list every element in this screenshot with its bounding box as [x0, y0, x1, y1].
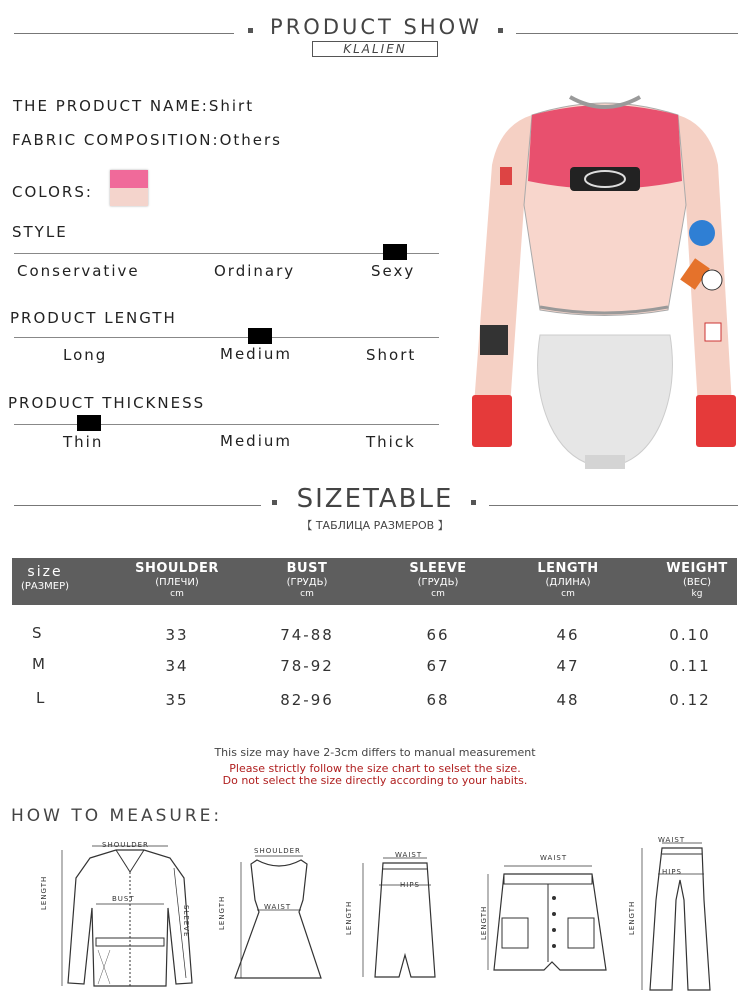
- skirt-diagram: [355, 855, 455, 985]
- sizetable-rule-right: [489, 505, 738, 506]
- jacket-sleeve-label: SLEEVE: [182, 905, 190, 938]
- dress-length-label: LENGTH: [218, 895, 226, 930]
- fabric-composition: [12, 131, 282, 149]
- note-measurement: This size may have 2-3cm differs to manual measurement: [214, 746, 536, 759]
- table-row: [0, 689, 750, 711]
- col-weight: [642, 561, 750, 599]
- col-size-sub: (РАЗМЕР): [20, 580, 70, 592]
- sleeve-patch-dark: [480, 325, 508, 355]
- product-name-label: THE PRODUCT NAME:: [13, 97, 209, 115]
- cell-weight: 0.10: [669, 626, 711, 644]
- table-row: [0, 655, 750, 677]
- cell-bust: 82-96: [280, 691, 334, 709]
- fabric-value: Others: [219, 131, 282, 149]
- page-title: PRODUCT SHOW: [270, 15, 482, 39]
- style-marker: [383, 244, 407, 260]
- thickness-option-medium: Medium: [220, 432, 292, 450]
- col-shoulder-sub: (ПЛЕЧИ): [155, 576, 199, 588]
- shorts-length-label: LENGTH: [480, 905, 488, 940]
- length-option-long: Long: [63, 346, 108, 364]
- col-length-unit: cm: [561, 588, 575, 599]
- col-weight-sub: (ВЕС): [683, 576, 711, 588]
- header-rule-right: [516, 33, 738, 34]
- col-weight-unit: kg: [691, 588, 703, 599]
- sleeve-patch-blue: [689, 220, 715, 246]
- skirt-hips-label: HIPS: [400, 881, 420, 889]
- col-bust-unit: cm: [300, 588, 314, 599]
- jacket-shoulder-label: SHOULDER: [102, 841, 149, 849]
- cell-size: L: [36, 689, 47, 707]
- swatch-nude: [110, 188, 148, 206]
- note-follow-chart: Please strictly follow the size chart to selset the size.: [229, 762, 521, 775]
- cell-size: M: [32, 655, 47, 673]
- col-sleeve-unit: cm: [431, 588, 445, 599]
- header-rule-left: [14, 33, 234, 34]
- thickness-marker: [77, 415, 101, 431]
- cell-shoulder: 35: [165, 691, 189, 709]
- note-habits: Do not select the size directly according to your habits.: [222, 774, 528, 787]
- cell-shoulder: 34: [165, 657, 189, 675]
- sizetable-subtitle: 【 ТАБЛИЦА РАЗМЕРОВ 】: [301, 519, 449, 532]
- style-title: STYLE: [12, 223, 68, 241]
- col-bust-sub: (ГРУДЬ): [286, 576, 328, 588]
- shorts-diagram: [480, 858, 620, 983]
- col-sleeve: [383, 561, 493, 599]
- style-scale-line: [14, 253, 439, 254]
- length-title: PRODUCT LENGTH: [10, 309, 177, 327]
- colors-label: COLORS:: [12, 183, 93, 201]
- cell-weight: 0.12: [669, 691, 711, 709]
- style-option-conservative: Conservative: [17, 262, 140, 280]
- sizetable-title: SIZETABLE: [296, 484, 454, 514]
- how-to-measure-title: HOW TO MEASURE:: [11, 806, 223, 826]
- dress-shoulder-label: SHOULDER: [254, 847, 301, 855]
- cell-bust: 74-88: [280, 626, 334, 644]
- col-size-main: size: [27, 564, 63, 580]
- col-shoulder-unit: cm: [170, 588, 184, 599]
- col-bust-main: BUST: [286, 561, 328, 576]
- left-cuff: [472, 395, 512, 447]
- sizetable-dot-right: [471, 500, 476, 505]
- product-name: [13, 97, 254, 115]
- pants-length-label: LENGTH: [628, 900, 636, 935]
- sleeve-patch-red: [500, 167, 512, 185]
- cell-bust: 78-92: [280, 657, 334, 675]
- cell-length: 48: [556, 691, 580, 709]
- cell-size: S: [32, 624, 44, 642]
- length-option-medium: Medium: [220, 345, 292, 363]
- cell-length: 47: [556, 657, 580, 675]
- shorts-waist-label: WAIST: [540, 854, 568, 862]
- col-length-sub: (ДЛИНА): [545, 576, 591, 588]
- cell-sleeve: 66: [426, 626, 450, 644]
- length-marker: [248, 328, 272, 344]
- cell-sleeve: 68: [426, 691, 450, 709]
- skirt-length-label: LENGTH: [345, 900, 353, 935]
- skirt-waist-label: WAIST: [395, 851, 423, 859]
- pants-diagram: [640, 840, 720, 995]
- col-sleeve-main: SLEEVE: [409, 561, 467, 576]
- col-shoulder-main: SHOULDER: [135, 561, 219, 576]
- col-length-main: LENGTH: [537, 561, 599, 576]
- size-table-header: [12, 558, 737, 605]
- table-row: [0, 624, 750, 646]
- thickness-option-thick: Thick: [366, 433, 416, 451]
- sleeve-patch-square: [705, 323, 721, 341]
- dress-diagram: [225, 850, 335, 985]
- sizetable-rule-left: [14, 505, 261, 506]
- color-swatch[interactable]: [110, 170, 148, 206]
- cell-shoulder: 33: [165, 626, 189, 644]
- length-option-short: Short: [366, 346, 417, 364]
- style-option-ordinary: Ordinary: [214, 262, 296, 280]
- style-option-sexy: Sexy: [371, 262, 416, 280]
- jacket-length-label: LENGTH: [40, 875, 48, 910]
- sizetable-dot-left: [272, 500, 277, 505]
- right-cuff: [696, 395, 736, 447]
- product-name-value: Shirt: [208, 97, 255, 115]
- dress-waist-label: WAIST: [264, 903, 292, 911]
- col-length: [513, 561, 623, 599]
- pants-waist-label: WAIST: [658, 836, 686, 844]
- jacket-bust-label: BUST: [112, 895, 135, 903]
- header-dot-left: [248, 28, 253, 33]
- fabric-label: FABRIC COMPOSITION:: [12, 131, 220, 149]
- swatch-pink: [110, 170, 148, 188]
- cell-sleeve: 67: [426, 657, 450, 675]
- thickness-title: PRODUCT THICKNESS: [8, 394, 206, 412]
- product-image: [460, 85, 750, 470]
- col-sleeve-sub: (ГРУДЬ): [417, 576, 459, 588]
- sleeve-patch-white: [702, 270, 722, 290]
- col-weight-main: WEIGHT: [666, 561, 728, 576]
- pants-hips-label: HIPS: [662, 868, 682, 876]
- thickness-option-thin: Thin: [63, 433, 104, 451]
- cell-weight: 0.11: [669, 657, 711, 675]
- header-dot-right: [498, 28, 503, 33]
- brand-label: KLALIEN: [312, 41, 438, 57]
- col-size: [12, 564, 78, 593]
- cell-length: 46: [556, 626, 580, 644]
- col-shoulder: [122, 561, 232, 599]
- col-bust: [252, 561, 362, 599]
- length-scale-line: [14, 337, 439, 338]
